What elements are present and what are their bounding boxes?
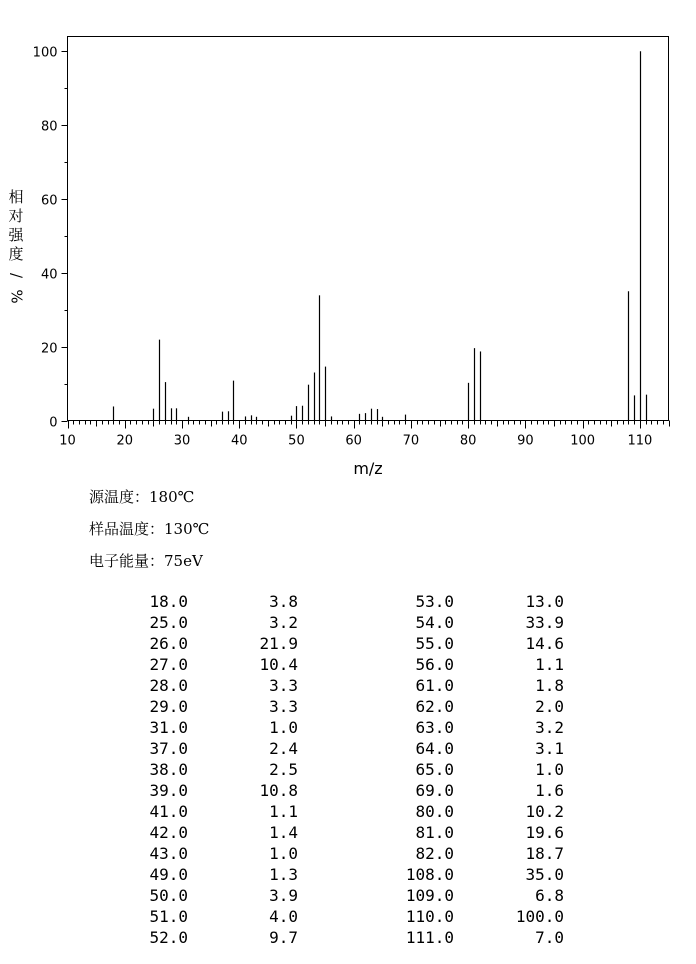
- electron-energy: 电子能量：75eV: [89, 552, 203, 570]
- x-tick-label: 60: [345, 433, 362, 449]
- intensity-value: 1.8: [535, 676, 564, 695]
- x-tick-label: 30: [173, 433, 191, 449]
- mz-value: 42.0: [149, 823, 188, 842]
- x-tick-label: 90: [517, 433, 534, 449]
- intensity-value: 3.3: [269, 676, 298, 695]
- mz-value: 50.0: [149, 886, 188, 905]
- table-row: [0, 760, 696, 781]
- x-tick-label: 80: [459, 433, 477, 449]
- intensity-value: 13.0: [525, 592, 564, 611]
- y-tick-label: 60: [40, 193, 58, 209]
- table-row: [0, 655, 696, 676]
- table-row: [0, 592, 696, 613]
- mz-value: 110.0: [405, 907, 454, 926]
- intensity-value: 2.0: [535, 697, 564, 716]
- intensity-value: 14.6: [525, 634, 564, 653]
- x-tick-label: 40: [230, 433, 248, 449]
- table-row: [0, 697, 696, 718]
- y-axis-title-char: 度: [8, 245, 24, 263]
- intensity-value: 100.0: [515, 907, 564, 926]
- intensity-value: 3.2: [269, 613, 298, 632]
- plot-frame: [68, 37, 669, 421]
- table-row: [0, 928, 696, 949]
- intensity-value: 9.7: [269, 928, 298, 947]
- y-axis-title: [6, 188, 26, 306]
- y-tick-label: 80: [40, 119, 58, 135]
- y-axis-title-char: 相: [8, 188, 24, 206]
- intensity-value: 3.1: [535, 739, 564, 758]
- table-row: [0, 802, 696, 823]
- mz-value: 41.0: [149, 802, 188, 821]
- table-row: [0, 781, 696, 802]
- intensity-value: 10.4: [259, 655, 298, 674]
- y-tick-label: 100: [32, 45, 58, 61]
- mz-value: 29.0: [149, 697, 188, 716]
- mz-value: 108.0: [405, 865, 454, 884]
- mz-value: 51.0: [149, 907, 188, 926]
- mz-value: 81.0: [415, 823, 454, 842]
- intensity-value: 6.8: [535, 886, 564, 905]
- intensity-value: 33.9: [525, 613, 564, 632]
- mz-value: 49.0: [149, 865, 188, 884]
- mz-value: 111.0: [405, 928, 454, 947]
- mz-value: 28.0: [149, 676, 188, 695]
- intensity-value: 3.3: [269, 697, 298, 716]
- acquisition-conditions: [89, 484, 209, 580]
- table-row: [0, 823, 696, 844]
- mz-value: 27.0: [149, 655, 188, 674]
- x-tick-label: 110: [627, 433, 653, 449]
- intensity-value: 1.0: [269, 844, 298, 863]
- intensity-value: 1.0: [269, 718, 298, 737]
- spectrum-peaks: [114, 51, 647, 420]
- intensity-value: 4.0: [269, 907, 298, 926]
- table-row: [0, 676, 696, 697]
- mz-value: 18.0: [149, 592, 188, 611]
- mz-value: 62.0: [415, 697, 454, 716]
- intensity-value: 2.5: [269, 760, 298, 779]
- intensity-value: 1.0: [535, 760, 564, 779]
- mz-value: 80.0: [415, 802, 454, 821]
- table-row: [0, 907, 696, 928]
- mz-value: 63.0: [415, 718, 454, 737]
- intensity-value: 1.4: [269, 823, 298, 842]
- mz-value: 54.0: [415, 613, 454, 632]
- mz-value: 69.0: [415, 781, 454, 800]
- mz-value: 56.0: [415, 655, 454, 674]
- table-row: [0, 739, 696, 760]
- mz-value: 43.0: [149, 844, 188, 863]
- table-row: [0, 886, 696, 907]
- source-temperature: 源温度：180℃: [89, 488, 195, 506]
- mass-spectrum-chart: [0, 0, 696, 480]
- intensity-value: 10.2: [525, 802, 564, 821]
- mz-value: 64.0: [415, 739, 454, 758]
- y-axis-ticks: [33, 46, 68, 431]
- intensity-value: 2.4: [269, 739, 298, 758]
- mz-value: 39.0: [149, 781, 188, 800]
- intensity-value: 35.0: [525, 865, 564, 884]
- intensity-value: 1.1: [269, 802, 298, 821]
- intensity-value: 3.9: [269, 886, 298, 905]
- mz-value: 31.0: [149, 718, 188, 737]
- y-tick-label: 40: [40, 267, 58, 283]
- x-axis-title: m/z: [353, 459, 383, 478]
- x-tick-label: 50: [288, 433, 305, 449]
- intensity-value: 10.8: [259, 781, 298, 800]
- mz-value: 52.0: [149, 928, 188, 947]
- table-row: [0, 613, 696, 634]
- intensity-value: 7.0: [535, 928, 564, 947]
- mz-value: 61.0: [415, 676, 454, 695]
- y-axis-title-char: 对: [8, 207, 24, 225]
- x-tick-label: 20: [116, 433, 134, 449]
- peak-table: [0, 592, 696, 949]
- intensity-value: 21.9: [259, 634, 298, 653]
- table-row: [0, 844, 696, 865]
- y-axis-title-char: 强: [8, 226, 24, 244]
- x-axis-ticks: [59, 421, 669, 449]
- intensity-value: 1.3: [269, 865, 298, 884]
- mz-value: 55.0: [415, 634, 454, 653]
- table-row: [0, 718, 696, 739]
- x-tick-label: 10: [59, 433, 76, 449]
- intensity-value: 3.2: [535, 718, 564, 737]
- intensity-value: 1.6: [535, 781, 564, 800]
- intensity-value: 19.6: [525, 823, 564, 842]
- mz-value: 37.0: [149, 739, 188, 758]
- mz-value: 109.0: [405, 886, 454, 905]
- intensity-value: 1.1: [535, 655, 564, 674]
- mz-value: 26.0: [149, 634, 188, 653]
- x-tick-label: 100: [570, 433, 596, 449]
- y-axis-title-char: %: [7, 289, 26, 304]
- intensity-value: 18.7: [525, 844, 564, 863]
- sample-temperature: 样品温度：130℃: [89, 520, 210, 538]
- mz-value: 53.0: [415, 592, 454, 611]
- y-tick-label: 20: [40, 341, 58, 357]
- intensity-value: 3.8: [269, 592, 298, 611]
- x-tick-label: 70: [402, 433, 420, 449]
- mz-value: 82.0: [415, 844, 454, 863]
- mz-value: 25.0: [149, 613, 188, 632]
- table-row: [0, 865, 696, 886]
- y-axis-title-text: [6, 188, 26, 306]
- table-row: [0, 634, 696, 655]
- mz-value: 38.0: [149, 760, 188, 779]
- y-tick-label: 0: [49, 415, 58, 431]
- y-axis-title-char: /: [7, 272, 26, 279]
- mz-value: 65.0: [415, 760, 454, 779]
